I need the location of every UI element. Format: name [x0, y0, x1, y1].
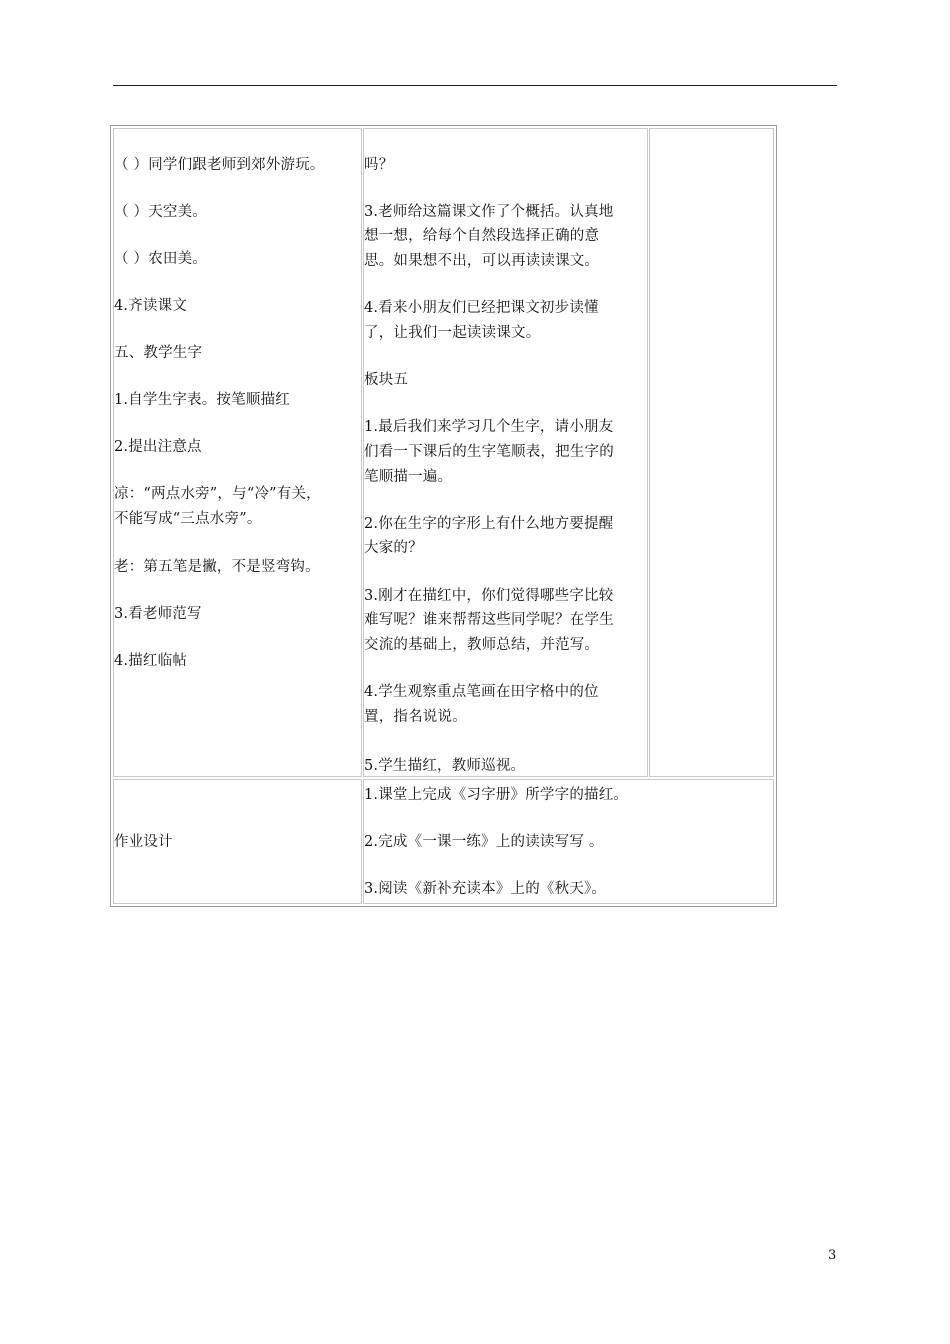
col1-line: 4.齐读课文: [114, 298, 188, 314]
col1-line: 五、教学生字: [114, 345, 203, 361]
col2-line: 3.刚才在描红中，你们觉得哪些字比较: [364, 588, 614, 604]
col2-line: 3.老师给这篇课文作了个概括。认真地: [364, 204, 614, 220]
col2-line: 4.学生观察重点笔画在田字格中的位: [364, 684, 599, 700]
col1-line: 3.看老师范写: [114, 606, 202, 622]
col1-line: （ ）同学们跟老师到郊外游玩。: [114, 157, 325, 173]
homework-item: 1.课堂上完成《习字册》所学字的描红。: [364, 787, 629, 803]
lesson-plan-table: [110, 125, 777, 907]
homework-item: 3.阅读《新补充读本》上的《秋天》。: [364, 881, 607, 897]
col1-line: 老：第五笔是撇，不是竖弯钩。: [114, 559, 320, 575]
homework-label: 作业设计: [114, 834, 173, 850]
col2-line: 交流的基础上，教师总结，并范写。: [364, 637, 600, 653]
col2-line: 思。如果想不出，可以再读读课文。: [364, 253, 600, 269]
col1-line: 凉：“两点水旁”，与“冷”有关，: [114, 486, 321, 502]
col1-line: 2.提出注意点: [114, 439, 202, 455]
header-rule: [113, 85, 837, 86]
col1-line: （ ）农田美。: [114, 251, 208, 267]
col1-line: （ ）天空美。: [114, 204, 208, 220]
col2-line: 难写呢？谁来帮帮这些同学呢？在学生: [364, 612, 614, 628]
col2-line: 板块五: [364, 372, 409, 388]
col2-line: 们看一下课后的生字笔顺表，把生字的: [364, 444, 614, 460]
col2-line: 4.看来小朋友们已经把课文初步读懂: [364, 300, 599, 316]
homework-item: 2.完成《一课一练》上的读读写写 。: [364, 834, 604, 850]
col2-line: 吗？: [364, 157, 394, 173]
col1-line: 4.描红临帖: [114, 653, 188, 669]
col2-line: 了，让我们一起读读课文。: [364, 325, 541, 341]
col1-line: 不能写成“三点水旁”。: [114, 511, 262, 527]
col2-line: 5.学生描红，教师巡视。: [364, 758, 526, 774]
col2-line: 1.最后我们来学习几个生字，请小朋友: [364, 419, 614, 435]
col2-line: 想一想，给每个自然段选择正确的意: [364, 228, 600, 244]
col1-line: 1.自学生字表。按笔顺描红: [114, 392, 290, 408]
col2-line: 大家的？: [364, 540, 423, 556]
page-number: 3: [828, 1248, 837, 1263]
col2-line: 2.你在生字的字形上有什么地方要提醒: [364, 516, 614, 532]
col2-line: 笔顺描一遍。: [364, 469, 453, 485]
cell-notes: [649, 128, 774, 777]
col2-line: 置，指名说说。: [364, 709, 467, 725]
